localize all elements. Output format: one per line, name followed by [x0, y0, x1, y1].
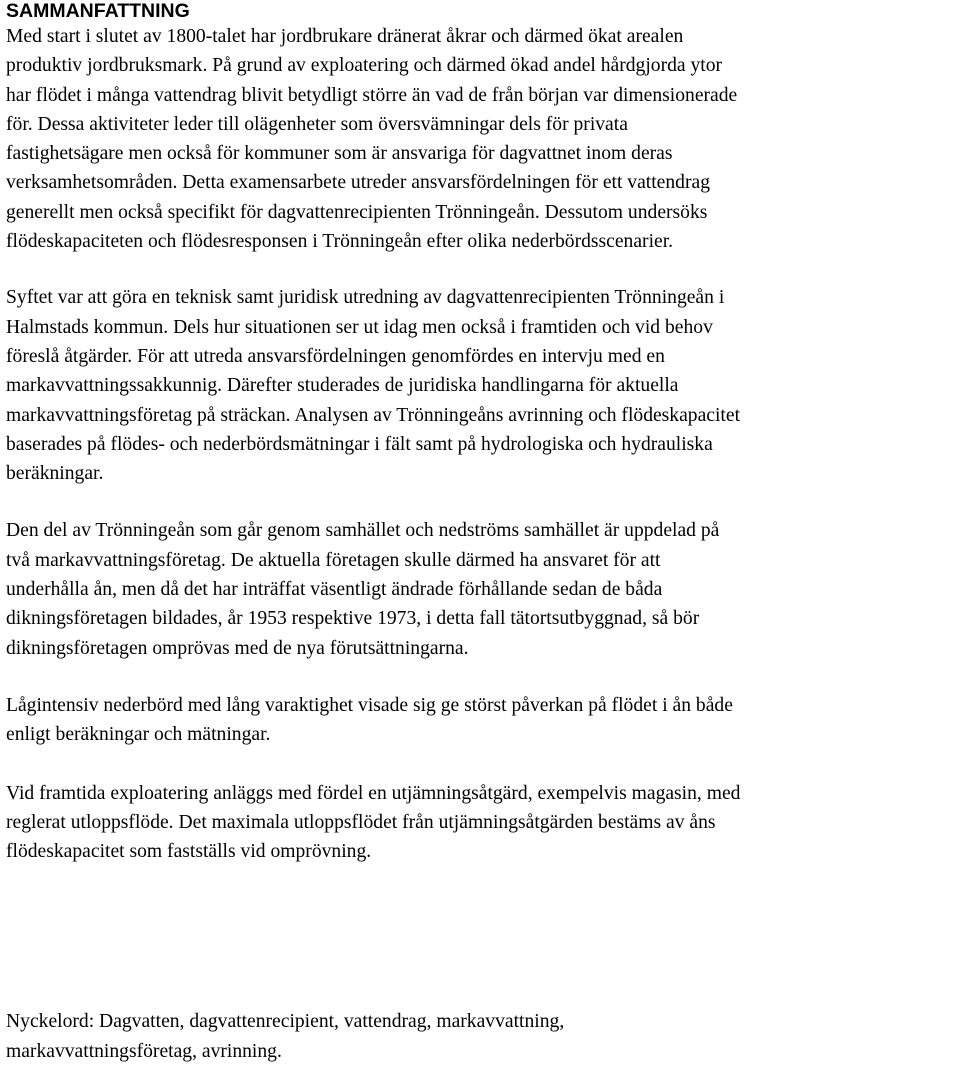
text-line: dikningsföretagen omprövas med de nya förutsättningarna.: [6, 637, 469, 659]
text-line: flödeskapaciteten och flödesresponsen i Trönningeån efter olika nederbördsscenarier.: [6, 231, 674, 253]
paragraph-intro: [6, 22, 956, 256]
paragraph-responsibility: [6, 516, 956, 662]
text-line: Lågintensiv nederbörd med lång varaktighet visade sig ge störst påverkan på flödet i ån både: [6, 694, 733, 716]
text-line: verksamhetsområden. Detta examensarbete utreder ansvarsfördelningen för ett vattendrag: [6, 172, 710, 194]
paragraph-precipitation: [6, 691, 956, 750]
text-line: föreslå åtgärder. För att utreda ansvarsfördelningen genomfördes en intervju med en: [6, 345, 665, 367]
paragraph-future: [6, 779, 956, 867]
text-line: reglerat utloppsflöde. Det maximala utloppsflödet från utjämningsåtgärden bestäms av åns: [6, 811, 716, 833]
text-line: Den del av Trönningeån som går genom samhället och nedströms samhället är uppdelad på: [6, 520, 720, 542]
text-line: markavvattningssakkunnig. Därefter studerades de juridiska handlingarna för aktuella: [6, 375, 679, 397]
text-line: Nyckelord: Dagvatten, dagvattenrecipient, vattendrag, markavvattning,: [6, 1011, 565, 1033]
text-line: flödeskapacitet som fastställs vid omprövning.: [6, 841, 372, 863]
text-line: Syftet var att göra en teknisk samt juridisk utredning av dagvattenrecipienten Trönningeån i: [6, 287, 725, 309]
text-line: baserades på flödes- och nederbördsmätningar i fält samt på hydrologiska och hydrauliska: [6, 433, 713, 455]
document-page: [6, 0, 956, 1066]
text-line: beräkningar.: [6, 463, 104, 485]
text-line: underhålla ån, men då det har inträffat väsentligt ändrade förhållande sedan de båda: [6, 579, 663, 601]
text-line: Vid framtida exploatering anläggs med fördel en utjämningsåtgärd, exempelvis magasin, med: [6, 782, 741, 804]
text-line: markavvattningsföretag på sträckan. Analysen av Trönningeåns avrinning och flödeskapacitet: [6, 404, 741, 426]
text-line: generellt men också specifikt för dagvattenrecipienten Trönningeån. Dessutom undersöks: [6, 201, 708, 223]
text-line: har flödet i många vattendrag blivit betydligt större än vad de från början var dimensionerade: [6, 84, 738, 106]
text-line: två markavvattningsföretag. De aktuella företagen skulle därmed ha ansvaret för att: [6, 549, 661, 571]
text-line: fastighetsägare men också för kommuner som är ansvariga för dagvattnet inom deras: [6, 143, 673, 165]
section-heading: SAMMANFATTNING: [6, 0, 190, 22]
text-line: för. Dessa aktiviteter leder till olägenheter som översvämningar dels för privata: [6, 113, 628, 135]
text-line: Halmstads kommun. Dels hur situationen ser ut idag men också i framtiden och vid behov: [6, 316, 713, 338]
paragraph-keywords: [6, 1007, 956, 1066]
text-line: Med start i slutet av 1800-talet har jordbrukare dränerat åkrar och därmed ökat arealen: [6, 26, 684, 47]
text-line: dikningsföretagen bildades, år 1953 respektive 1973, i detta fall tätortsutbyggnad, så bör: [6, 608, 700, 630]
text-line: produktiv jordbruksmark. På grund av exploatering och därmed ökad andel hårdgjorda ytor: [6, 55, 723, 77]
paragraph-purpose: [6, 283, 956, 488]
text-line: enligt beräkningar och mätningar.: [6, 724, 271, 746]
text-line: markavvattningsföretag, avrinning.: [6, 1040, 282, 1062]
